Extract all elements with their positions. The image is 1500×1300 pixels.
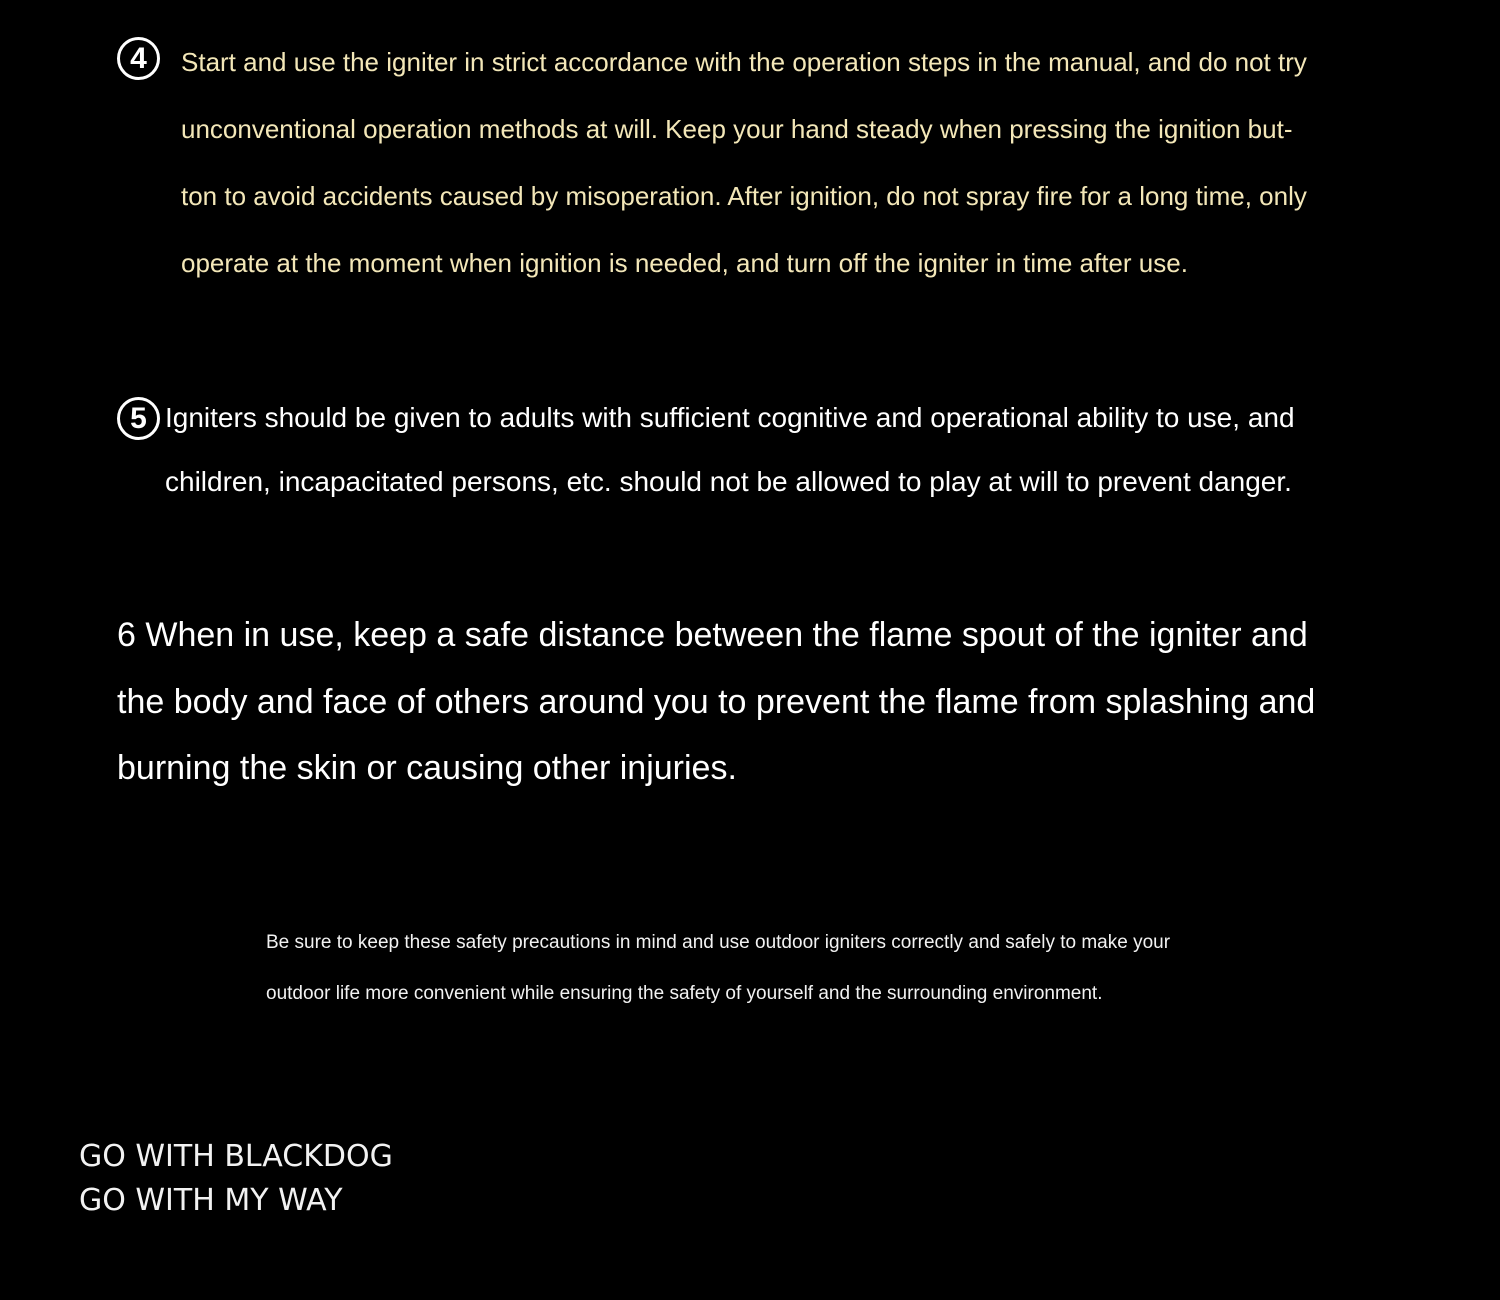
slogan-line-2: GO WITH MY WAY (79, 1183, 343, 1218)
item-4-line-1: Start and use the igniter in strict accordance with the operation steps in the manual, and do not try (181, 47, 1307, 77)
item-6-line-3: burning the skin or causing other injuries. (117, 749, 737, 787)
item-5-line-1: Igniters should be given to adults with sufficient cognitive and operational ability to use, and (165, 402, 1295, 433)
item-4-line-3: ton to avoid accidents caused by misoperation. After ignition, do not spray fire for a long time, only (181, 181, 1307, 211)
number-badge-4: 4 (117, 37, 160, 80)
number-badge-5: 5 (117, 397, 160, 440)
item-6-line-2: the body and face of others around you to prevent the flame from splashing and (117, 683, 1316, 721)
item-4-line-2: unconventional operation methods at will. Keep your hand steady when pressing the ignition but- (181, 114, 1293, 144)
item-4-line-4: operate at the moment when ignition is needed, and turn off the igniter in time after use. (181, 248, 1188, 278)
slogan-line-1: GO WITH BLACKDOG (79, 1139, 393, 1174)
note-line-1: Be sure to keep these safety precautions in mind and use outdoor igniters correctly and safely to make your (266, 932, 1171, 953)
note-line-2: outdoor life more convenient while ensuring the safety of yourself and the surrounding environment. (266, 983, 1103, 1004)
item-6-line-1: 6 When in use, keep a safe distance between the flame spout of the igniter and (117, 616, 1308, 654)
item-5-line-2: children, incapacitated persons, etc. should not be allowed to play at will to prevent danger. (165, 466, 1292, 497)
